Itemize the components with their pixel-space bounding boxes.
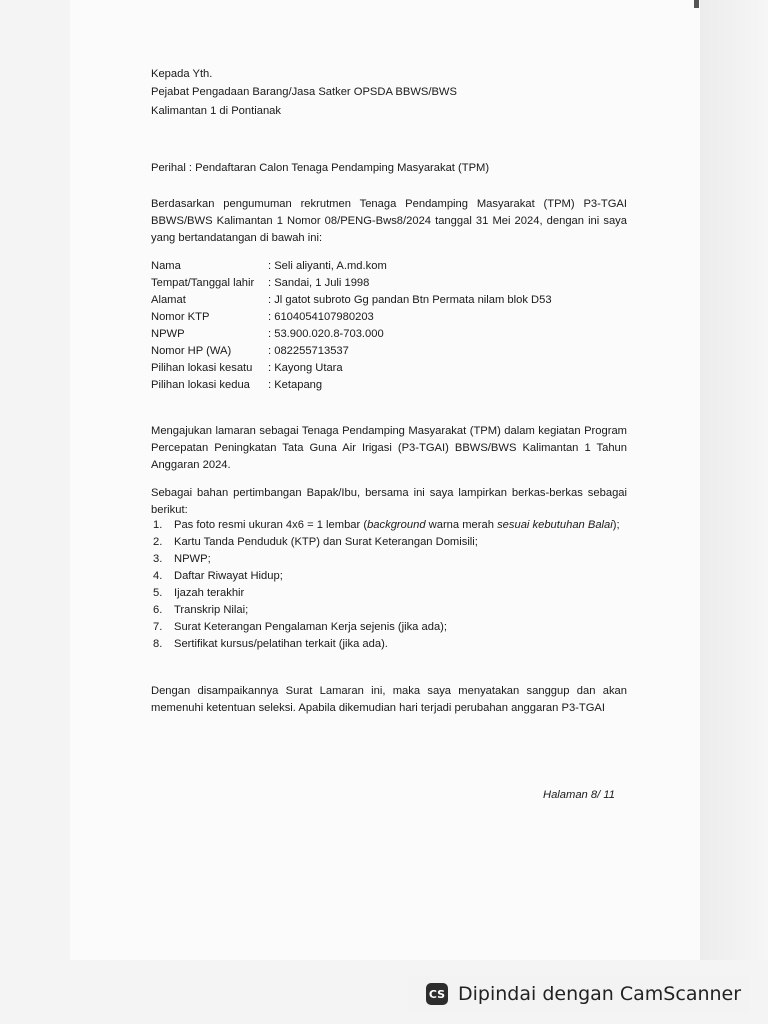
field-label: NPWP	[151, 328, 185, 340]
field-value: : 53.900.020.8-703.000	[268, 328, 384, 340]
field-value: : Jl gatot subroto Gg pandan Btn Permata nilam blok D53	[268, 294, 552, 306]
attachments-intro: Sebagai bahan pertimbangan Bapak/Ibu, bersama ini saya lampirkan berkas-berkas sebagai berikut:	[151, 487, 627, 516]
list-item-part: );	[612, 519, 620, 531]
list-item: NPWP;	[174, 553, 211, 565]
list-number: 1.	[153, 519, 163, 531]
field-value: : Seli aliyanti, A.md.kom	[268, 260, 387, 272]
camscanner-text: Dipindai dengan CamScanner	[458, 983, 742, 1005]
list-item: Transkrip Nilai;	[174, 604, 249, 616]
field-label: Pilihan lokasi kesatu	[151, 362, 253, 374]
list-number: 7.	[153, 621, 163, 633]
list-item-part: background	[367, 519, 426, 531]
field-label: Nomor KTP	[151, 311, 210, 323]
recipient-line-2: Pejabat Pengadaan Barang/Jasa Satker OPSDA BBWS/BWS	[151, 86, 457, 98]
list-item-part: warna merah	[425, 519, 498, 531]
application-paragraph: Mengajukan lamaran sebagai Tenaga Pendamping Masyarakat (TPM) dalam kegiatan Program Percepatan Peningkatan Tata Guna Air Irigasi (P3-TGAI) BBWS/BWS Kalimantan 1 Tahun Anggaran 2024.	[151, 425, 627, 471]
field-label: Nama	[151, 260, 181, 272]
camscanner-logo-icon: CS	[426, 983, 448, 1005]
field-value: : Sandai, 1 Juli 1998	[268, 277, 370, 289]
list-item: Sertifikat kursus/pelatihan terkait (jika ada).	[174, 638, 388, 650]
field-label: Alamat	[151, 294, 186, 306]
field-value: : 082255713537	[268, 345, 349, 357]
field-label: Nomor HP (WA)	[151, 345, 232, 357]
intro-paragraph: Berdasarkan pengumuman rekrutmen Tenaga Pendamping Masyarakat (TPM) P3-TGAI BBWS/BWS Kalimantan 1 Nomor 08/PENG-Bws8/2024 tanggal 31 Mei 2024, dengan ini saya yang bertandatangan di bawah ini:	[151, 198, 627, 244]
list-number: 5.	[153, 587, 163, 599]
list-item: Daftar Riwayat Hidup;	[174, 570, 283, 582]
field-label: Pilihan lokasi kedua	[151, 379, 250, 391]
list-item-part: Pas foto resmi ukuran 4x6 = 1 lembar (	[174, 519, 368, 531]
field-value: : Kayong Utara	[268, 362, 343, 374]
page-number: Halaman 8/ 11	[543, 789, 615, 801]
list-item-part: sesuai kebutuhan Balai	[497, 519, 613, 531]
list-item: Kartu Tanda Penduduk (KTP) dan Surat Keterangan Domisili;	[174, 536, 478, 548]
scanned-page	[70, 0, 710, 960]
recipient-line-3: Kalimantan 1 di Pontianak	[151, 105, 281, 117]
list-item: Ijazah terakhir	[174, 587, 245, 599]
list-item: Surat Keterangan Pengalaman Kerja sejenis (jika ada);	[174, 621, 448, 633]
field-value: : 6104054107980203	[268, 311, 374, 323]
scan-corner-mark	[694, 0, 699, 8]
list-number: 6.	[153, 604, 163, 616]
field-value: : Ketapang	[268, 379, 323, 391]
recipient-line-1: Kepada Yth.	[151, 68, 213, 80]
list-number: 8.	[153, 638, 163, 650]
field-label: Tempat/Tanggal lahir	[151, 277, 255, 289]
list-number: 2.	[153, 536, 163, 548]
list-number: 4.	[153, 570, 163, 582]
camscanner-watermark	[408, 975, 750, 1013]
page-edge-shadow	[700, 0, 768, 960]
closing-paragraph: Dengan disampaikannya Surat Lamaran ini, maka saya menyatakan sanggup dan akan memenuhi ketentuan seleksi. Apabila dikemudian hari terjadi perubahan anggaran P3-TGAI	[151, 685, 627, 714]
list-item	[174, 519, 620, 531]
list-number: 3.	[153, 553, 163, 565]
subject-line: Perihal : Pendaftaran Calon Tenaga Pendamping Masyarakat (TPM)	[151, 162, 490, 174]
